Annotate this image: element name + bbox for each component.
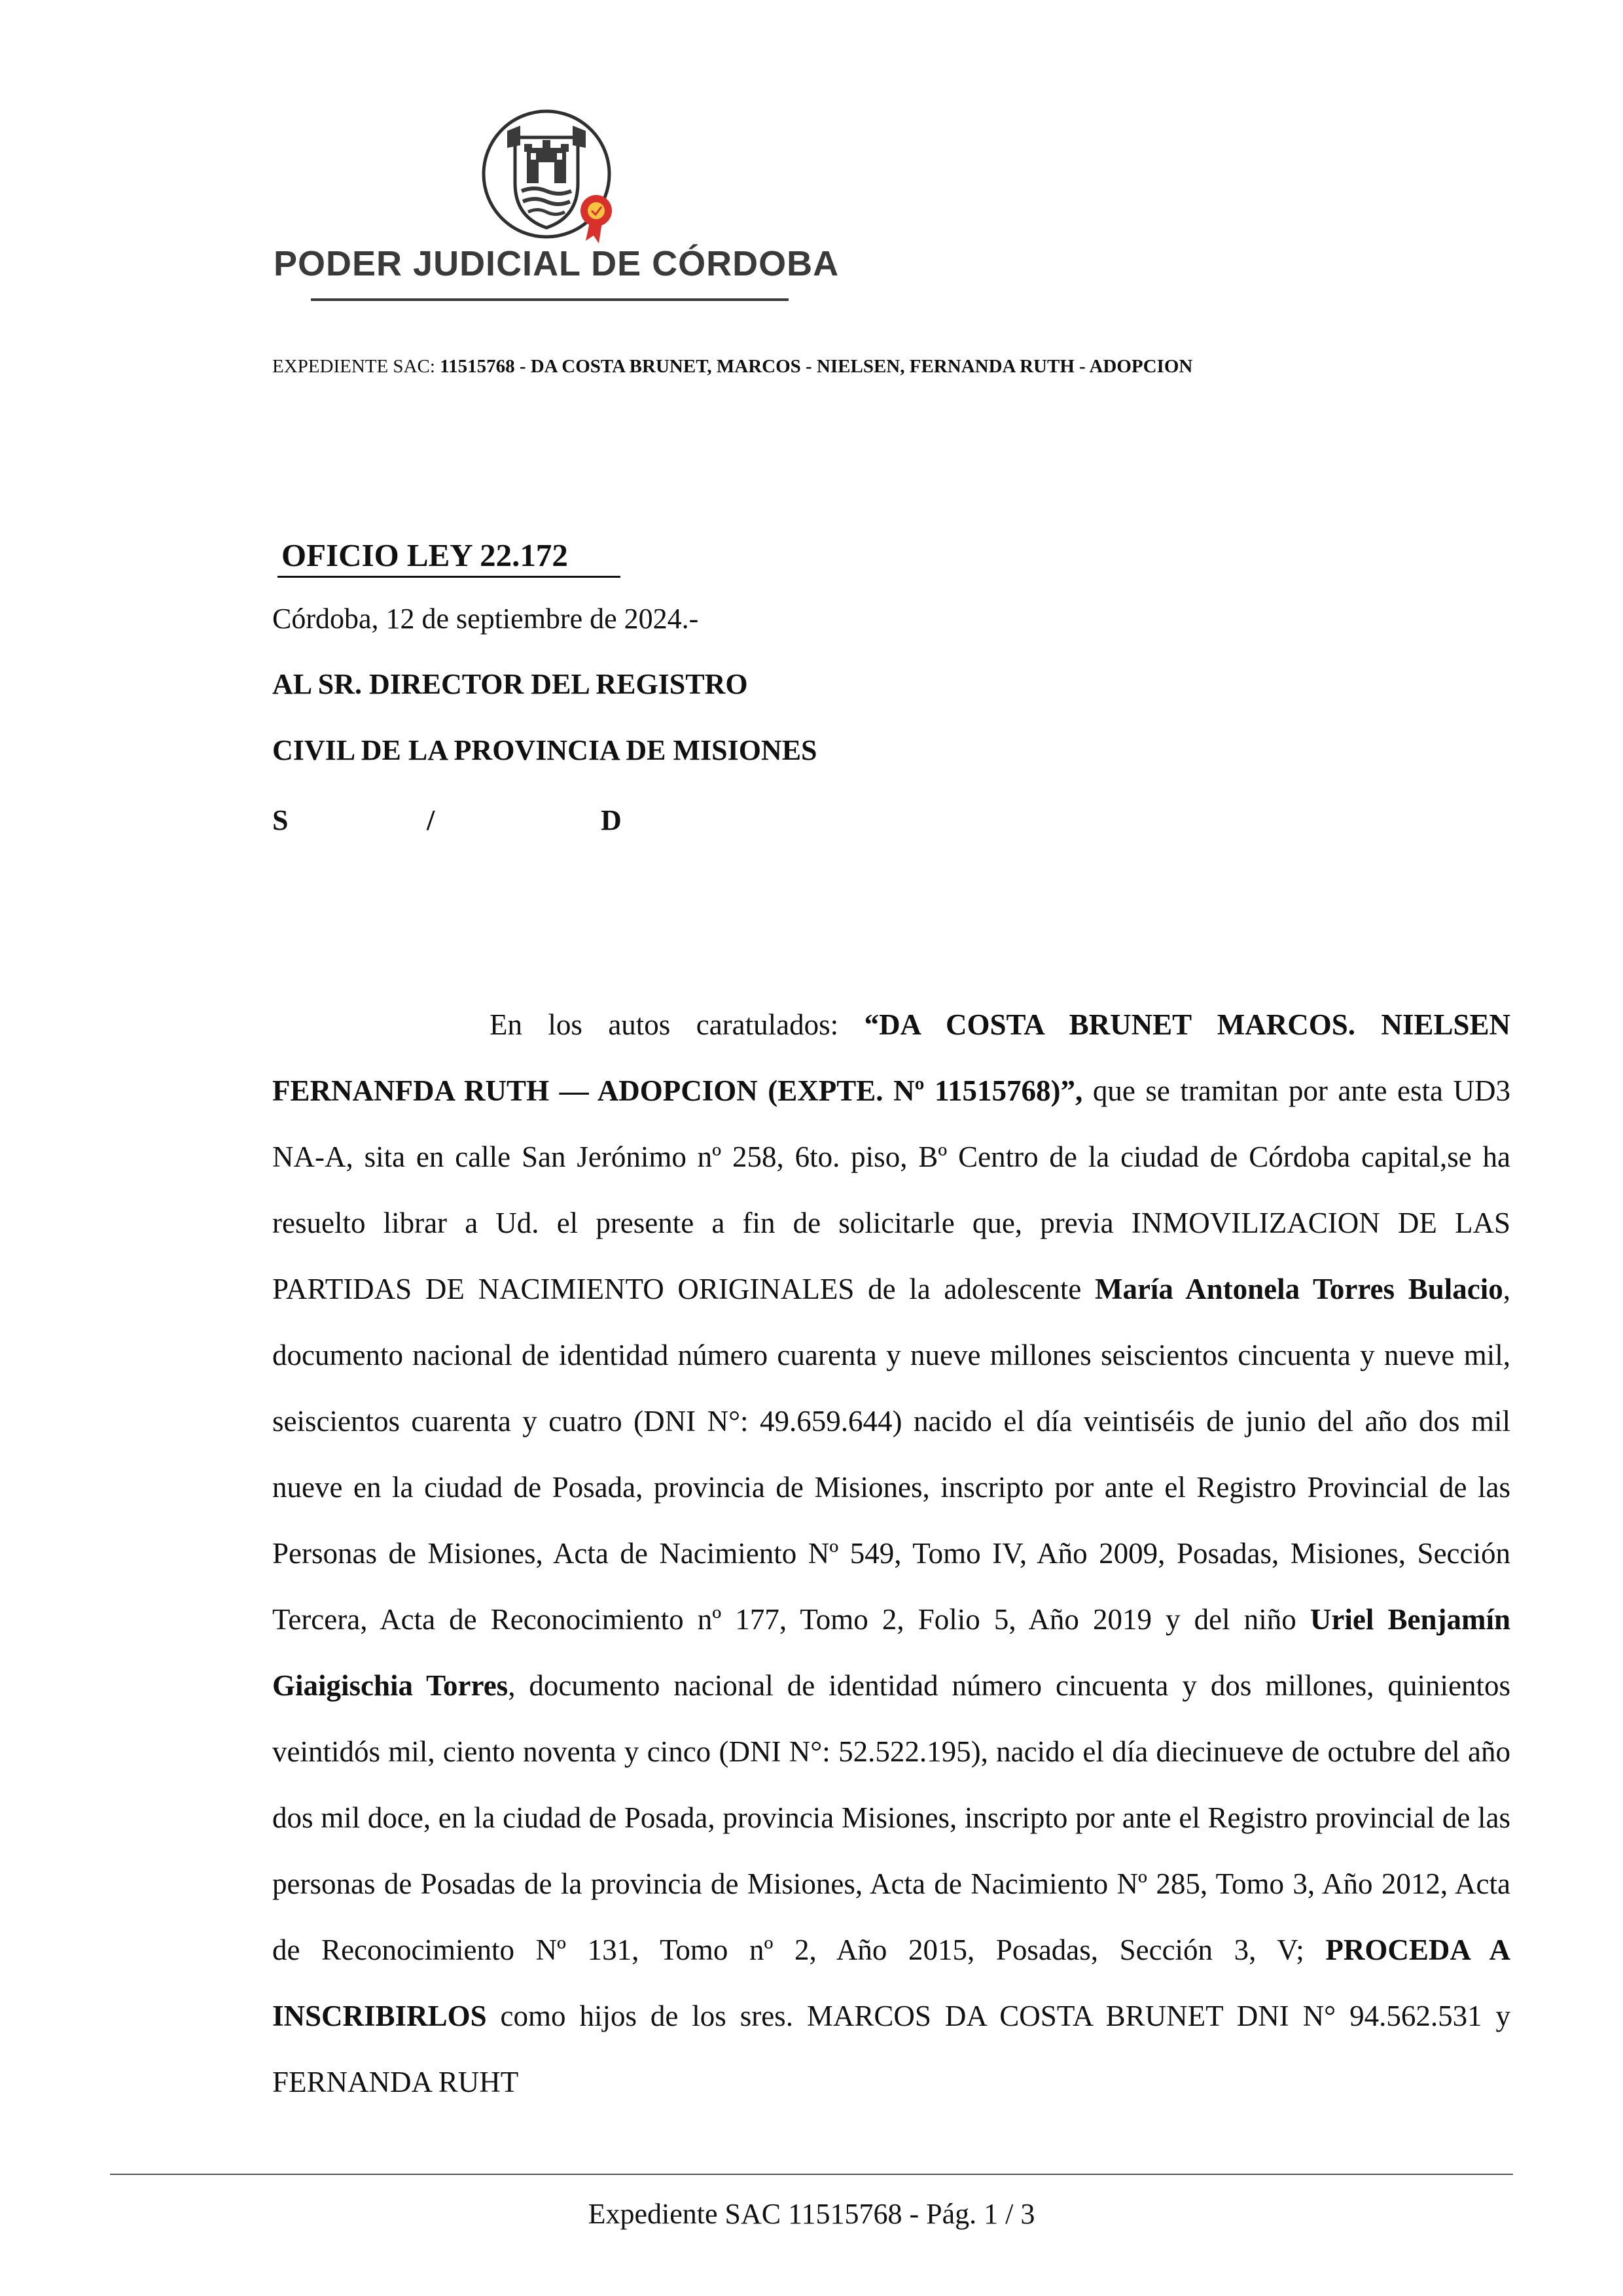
case-header-value: 11515768 - DA COSTA BRUNET, MARCOS - NIELSEN, FERNANDA RUTH - ADOPCION [440,356,1193,377]
title-underline [277,576,620,578]
body-name-2: Uriel Benjamín Giaigischia Torres [272,1603,1510,1702]
body-text-5: como hijos de los sres. MARCOS DA COSTA BRUNET DNI N° 94.562.531 y FERNANDA RUHT [272,2000,1510,2098]
body-text-3: , documento nacional de identidad número cuarenta y nueve millones seiscientos cincuenta y nueve mil, seiscientos cuarenta y cuatro (DNI N°: 49.659.644) nacido el día veintiséis de junio del año dos mil nueve en la ciudad de Posada, provincia de Misiones, inscripto por ante el Registro Provincial de las Personas de Misiones, Acta de Nacimiento Nº 549, Tomo IV, Año 2009, Posadas, Misiones, Sección Tercera, Acta de Reconocimiento nº 177, Tomo 2, Folio 5, Año 2019 y del niño [272,1273,1510,1636]
red-certification-ribbon-icon [580,195,612,243]
case-header [272,356,1192,378]
document-title: OFICIO LEY 22.172 [281,537,568,573]
document-date: Córdoba, 12 de septiembre de 2024.- [272,603,699,635]
body-case-title: “DA COSTA BRUNET MARCOS. NIELSEN FERNANFDA RUTH — ADOPCION (EXPTE. Nº 11515768)”, [272,1008,1511,1107]
institution-wordmark: PODER JUDICIAL DE CÓRDOBA [274,244,840,283]
cordoba-coat-of-arms-seal [481,106,622,247]
addressee-line-2: CIVIL DE LA PROVINCIA DE MISIONES [272,734,817,766]
page-footer: Expediente SAC 11515768 - Pág. 1 / 3 [588,2198,1035,2230]
body-name-1: María Antonela Torres Bulacio [1094,1273,1503,1305]
salutation-d: D [601,804,622,836]
body-text-4: , documento nacional de identidad número cincuenta y dos millones, quinientos veintidós mil, ciento noventa y cinco (DNI N°: 52.522.195), nacido el día diecinueve de octubre del año dos mil doce, en la ciudad de Posada, provincia Misiones, inscripto por ante el Registro provincial de las personas de Posadas de la provincia de Misiones, Acta de Nacimiento Nº 285, Tomo 3, Año 2012, Acta de Reconocimiento Nº 131, Tomo nº 2, Año 2015, Posadas, Sección 3, V; [272,1669,1510,1966]
salutation-slash: / [427,804,435,836]
footer-divider [110,2174,1513,2175]
body-instruction: PROCEDA A INSCRIBIRLOS [272,1934,1510,2032]
salutation-s: S [272,804,289,836]
body-text-1: En los autos caratulados: [490,1008,865,1041]
body-paragraph [272,992,1510,2115]
case-header-label: EXPEDIENTE SAC: [272,356,440,377]
wordmark-underline [311,298,789,301]
body-text-2: que se tramitan por ante esta UD3 NA-A, sita en calle San Jerónimo nº 258, 6to. piso, Bº Centro de la ciudad de Córdoba capital,se ha resuelto librar a Ud. el presente a fin de solicitarle que, previa INMOVILIZACION DE LAS PARTIDAS DE NACIMIENTO ORIGINALES de la adolescente [272,1074,1510,1305]
addressee-line-1: AL SR. DIRECTOR DEL REGISTRO [272,668,748,700]
